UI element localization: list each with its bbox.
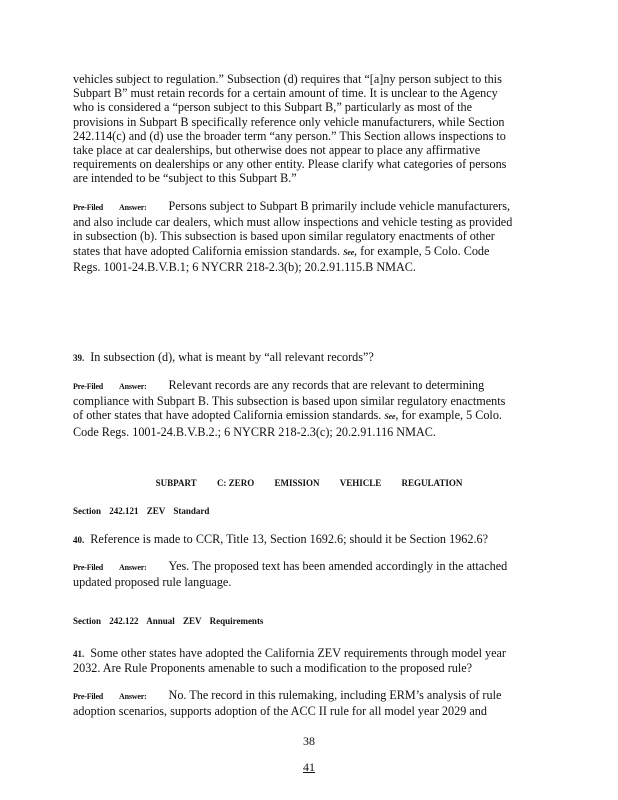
question-39 xyxy=(73,350,513,365)
intro-text: vehicles subject to regulation.” Subsection (d) requires that “[a]ny person subject to this Subpart B” must retain records for a certain amount of time. It is unclear to the Agency who is considered a “person subject to this Subpart B,” particularly as most of the provisions in Subpart B specifically reference only vehicle manufacturers, while Section 242.114(c) and (d) use the broader term “any person.” This Section allows inspections to take place at car dealerships, but otherwise does not appear to place any affirmative requirements on dealerships or any other entity. Please clarify what categories of persons are intended to be “subject to this Subpart B.” xyxy=(73,72,507,186)
answer-text: No. The record in this rulemaking, including ERM’s analysis of rule adoption scenarios, supports adoption of the ACC II rule for all model year 2029 and xyxy=(73,688,502,719)
question-number: 40. xyxy=(73,535,85,545)
answer-block-3 xyxy=(73,559,513,589)
answer-text: Persons subject to Subpart B primarily include vehicle manufacturers, and also include car dealers, which must allow inspections and vehicle testing as provided in subsection (b). This subsection is based upon similar regulatory enactments of other states that have adopted California emission standards. xyxy=(73,199,513,258)
question-text: Reference is made to CCR, Title 13, Section 1692.6; should it be Section 1962.6? xyxy=(90,532,488,546)
prefiled-label: Pre-Filed xyxy=(73,563,104,572)
see-label: See xyxy=(343,247,355,257)
section-heading-122: Section 242.122 Annual ZEV Requirements xyxy=(73,616,264,626)
subpart-word: REGULATION xyxy=(401,478,463,488)
question-41 xyxy=(73,646,513,675)
answer-block-1 xyxy=(73,199,513,274)
subpart-word: EMISSION xyxy=(274,478,320,488)
page-number-footer xyxy=(0,760,618,775)
answer-label: Answer: xyxy=(119,382,147,391)
prefiled-label: Pre-Filed xyxy=(73,692,104,701)
answer-citation: , for example, 5 Colo. Code Regs. 1001-24.B.V.B.1; 6 NYCRR 218-2.3(b); 20.2.91.115.B NMAC. xyxy=(73,243,490,274)
question-text: Some other states have adopted the California ZEV requirements through model year 2032. Are Rule Proponents amenable to such a modification to the proposed rule? xyxy=(73,646,506,676)
page-number: 38 xyxy=(303,734,315,748)
question-text: In subsection (d), what is meant by “all relevant records”? xyxy=(90,350,374,364)
see-label: See xyxy=(384,412,396,422)
answer-text: Relevant records are any records that are relevant to determining compliance with Subpart B. This subsection is based upon similar regulatory enactments of other states that have adopted California emission standards. xyxy=(73,378,506,423)
question-40 xyxy=(73,532,513,547)
answer-block-2 xyxy=(73,378,513,439)
question-number: 41. xyxy=(73,649,85,659)
answer-label: Answer: xyxy=(119,692,147,701)
subpart-word: C: ZERO xyxy=(216,478,255,488)
question-number: 39. xyxy=(73,353,85,363)
prefiled-label: Pre-Filed xyxy=(73,203,104,212)
section-heading-121: Section 242.121 ZEV Standard xyxy=(73,506,210,516)
answer-block-4 xyxy=(73,688,513,718)
page-number-alt: 41 xyxy=(303,760,315,774)
prefiled-label: Pre-Filed xyxy=(73,382,104,391)
answer-text: Yes. The proposed text has been amended accordingly in the attached updated proposed rule language. xyxy=(73,559,508,590)
intro-paragraph xyxy=(73,72,513,186)
answer-citation: , for example, 5 Colo. Code Regs. 1001-24.B.V.B.2.; 6 NYCRR 218-2.3(c); 20.2.91.116 NMAC. xyxy=(73,408,502,439)
answer-label: Answer: xyxy=(119,563,147,572)
subpart-word: SUBPART xyxy=(155,478,197,488)
answer-label: Answer: xyxy=(119,203,147,212)
subpart-heading xyxy=(0,478,618,488)
subpart-word: VEHICLE xyxy=(339,478,382,488)
